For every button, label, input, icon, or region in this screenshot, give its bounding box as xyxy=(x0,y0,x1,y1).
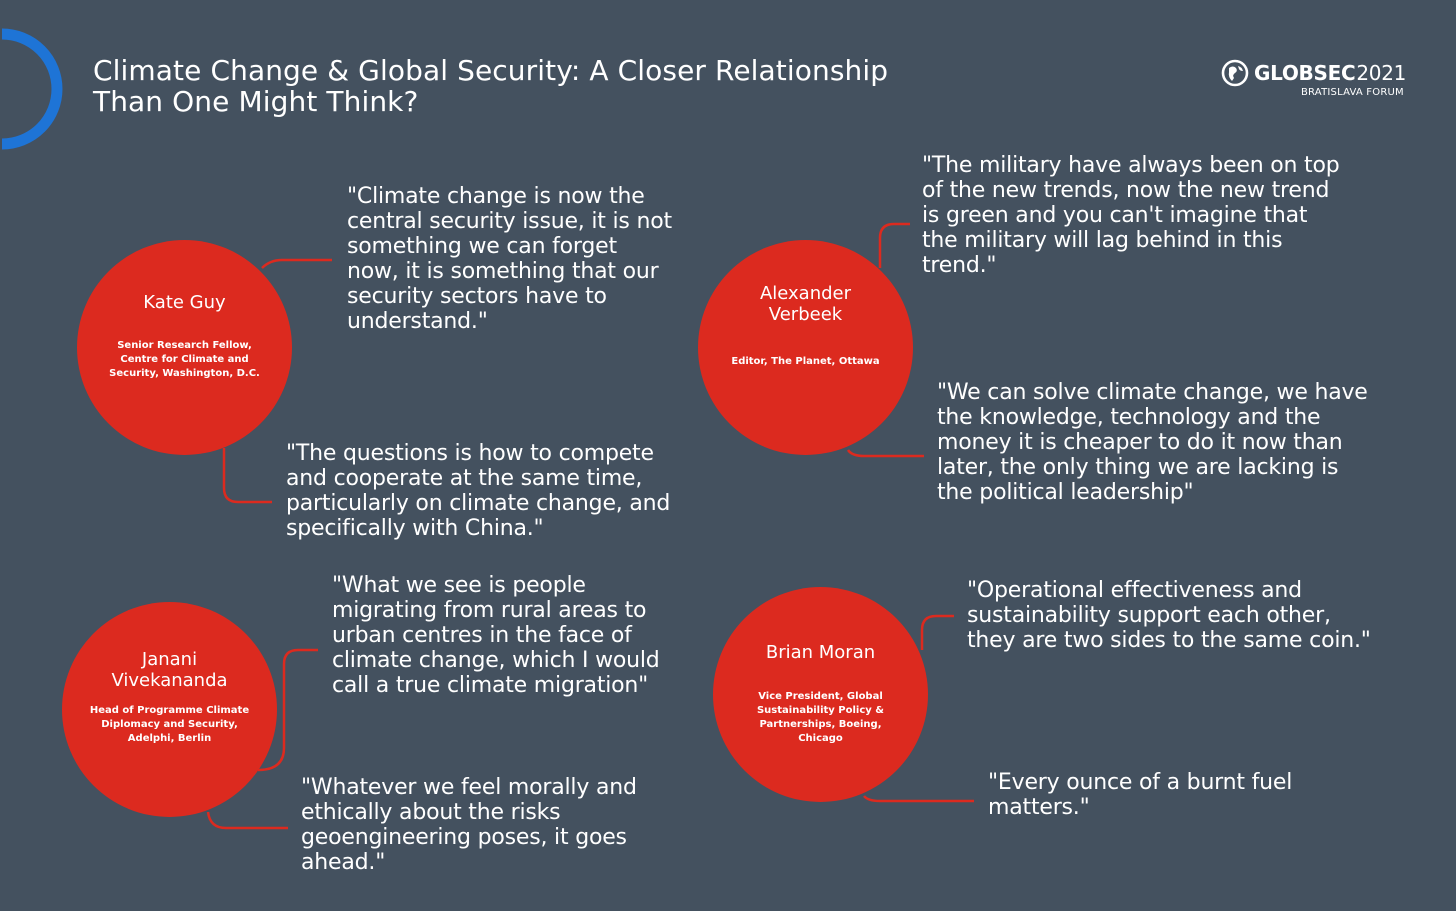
quote-janani-vivekananda-2: "Whatever we feel morally and ethically about the risks geoengineering poses, it goes ahead." xyxy=(301,775,637,875)
connector-kate-top xyxy=(262,260,332,268)
quote-kate-guy-1: "Climate change is now the central security issue, it is not something we can forget now, it is something that our security sectors have to understand." xyxy=(347,184,672,334)
speaker-role: Editor, The Planet, Ottawa xyxy=(731,356,880,367)
speaker-circle-alexander-verbeek xyxy=(698,240,913,455)
logo-year: 2021 xyxy=(1356,61,1407,85)
connector-kate-bottom xyxy=(224,448,272,502)
speaker-name: Alexander Verbeek xyxy=(759,283,852,325)
speaker-name: Janani Vivekananda xyxy=(111,649,228,691)
speaker-role: Head of Programme Climate Diplomacy and Security, Adelphi, Berlin xyxy=(89,705,250,744)
connector-brian-bottom xyxy=(864,796,974,801)
speaker-role: Vice President, Global Sustainability Policy & Partnerships, Boeing, Chicago xyxy=(756,691,885,744)
logo-subtitle: BRATISLAVA FORUM xyxy=(1301,87,1404,98)
quote-kate-guy-2: "The questions is how to compete and cooperate at the same time, particularly on climate change, and specifically with China." xyxy=(286,441,671,541)
speaker-circle-brian-moran xyxy=(713,587,928,802)
speaker-name: Brian Moran xyxy=(765,642,876,663)
quote-alexander-verbeek-1: "The military have always been on top of the new trends, now the new trend is green and you can't imagine that the military will lag behind in this trend." xyxy=(922,153,1340,278)
logo-name: GLOBSEC xyxy=(1254,61,1356,85)
connector-brian-top xyxy=(922,616,954,650)
page-title-line-2: Than One Might Think? xyxy=(93,85,419,118)
speaker-circle-kate-guy xyxy=(77,240,292,455)
speaker-role: Senior Research Fellow, Centre for Climate and Security, Washington, D.C. xyxy=(109,340,260,379)
quote-janani-vivekananda-1: "What we see is people migrating from rural areas to urban centres in the face of climate change, which I would call a true climate migration" xyxy=(332,573,660,698)
connector-janani-bottom xyxy=(208,812,288,828)
quote-alexander-verbeek-2: "We can solve climate change, we have the knowledge, technology and the money it is cheaper to do it now than later, the only thing we are lacking is the political leadership" xyxy=(937,380,1368,505)
connector-alexander-bottom xyxy=(848,450,924,456)
quote-brian-moran-2: "Every ounce of a burnt fuel matters." xyxy=(988,770,1293,820)
speaker-circle-janani-vivekananda xyxy=(62,602,277,817)
speaker-name: Kate Guy xyxy=(143,292,226,313)
page-title-line-1: Climate Change & Global Security: A Closer Relationship xyxy=(93,54,889,87)
quote-brian-moran-1: "Operational effectiveness and sustainability support each other, they are two sides to the same coin." xyxy=(967,578,1371,653)
connector-alexander-top xyxy=(880,224,910,268)
